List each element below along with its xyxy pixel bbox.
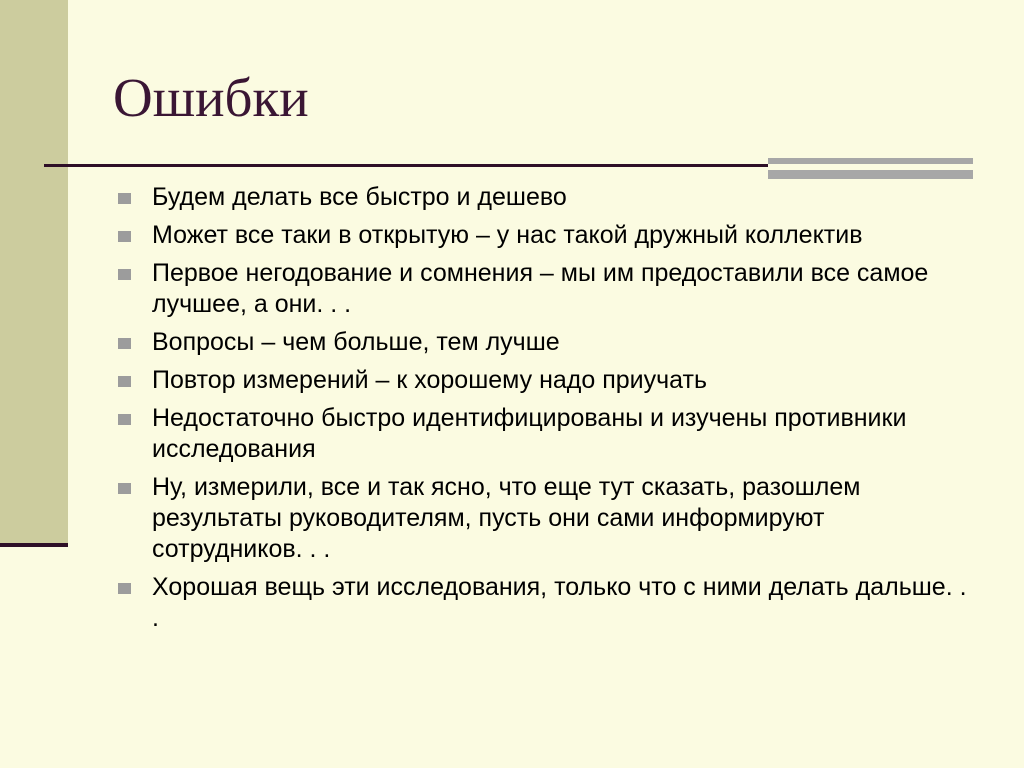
- bullet-item: [118, 327, 968, 358]
- slide-title: Ошибки: [113, 67, 309, 128]
- left-decorative-band: [0, 0, 68, 546]
- bullet-item: [118, 220, 968, 251]
- square-bullet-icon: [118, 338, 131, 349]
- bullet-item: [118, 182, 968, 213]
- square-bullet-icon: [118, 269, 131, 280]
- accent-bar-top: [768, 158, 973, 164]
- bullet-text: Ну, измерили, все и так ясно, что еще тут сказать, разошлем результаты руководителям, пусть они сами информируют сотрудников. . .: [152, 473, 861, 563]
- bullet-text: Повтор измерений – к хорошему надо приучать: [152, 366, 707, 394]
- left-band-rule: [0, 543, 68, 547]
- bullet-item: [118, 472, 968, 565]
- square-bullet-icon: [118, 414, 131, 425]
- bullet-text: Вопросы – чем больше, тем лучше: [152, 328, 560, 356]
- bullet-item: [118, 403, 968, 465]
- bullet-item: [118, 572, 968, 634]
- bullet-text: Хорошая вещь эти исследования, только что с ними делать дальше. . .: [152, 573, 967, 632]
- bullet-list: [118, 182, 968, 641]
- title-underline-rule: [44, 164, 768, 167]
- bullet-item: [118, 258, 968, 320]
- bullet-text: Будем делать все быстро и дешево: [152, 183, 567, 211]
- square-bullet-icon: [118, 376, 131, 387]
- square-bullet-icon: [118, 193, 131, 204]
- bullet-item: [118, 365, 968, 396]
- accent-bar-bottom: [768, 170, 973, 179]
- bullet-text: Может все таки в открытую – у нас такой дружный коллектив: [152, 221, 863, 249]
- bullet-text: Первое негодование и сомнения – мы им предоставили все самое лучшее, а они. . .: [152, 259, 929, 318]
- bullet-text: Недостаточно быстро идентифицированы и изучены противники исследования: [152, 404, 907, 463]
- square-bullet-icon: [118, 583, 131, 594]
- square-bullet-icon: [118, 231, 131, 242]
- square-bullet-icon: [118, 483, 131, 494]
